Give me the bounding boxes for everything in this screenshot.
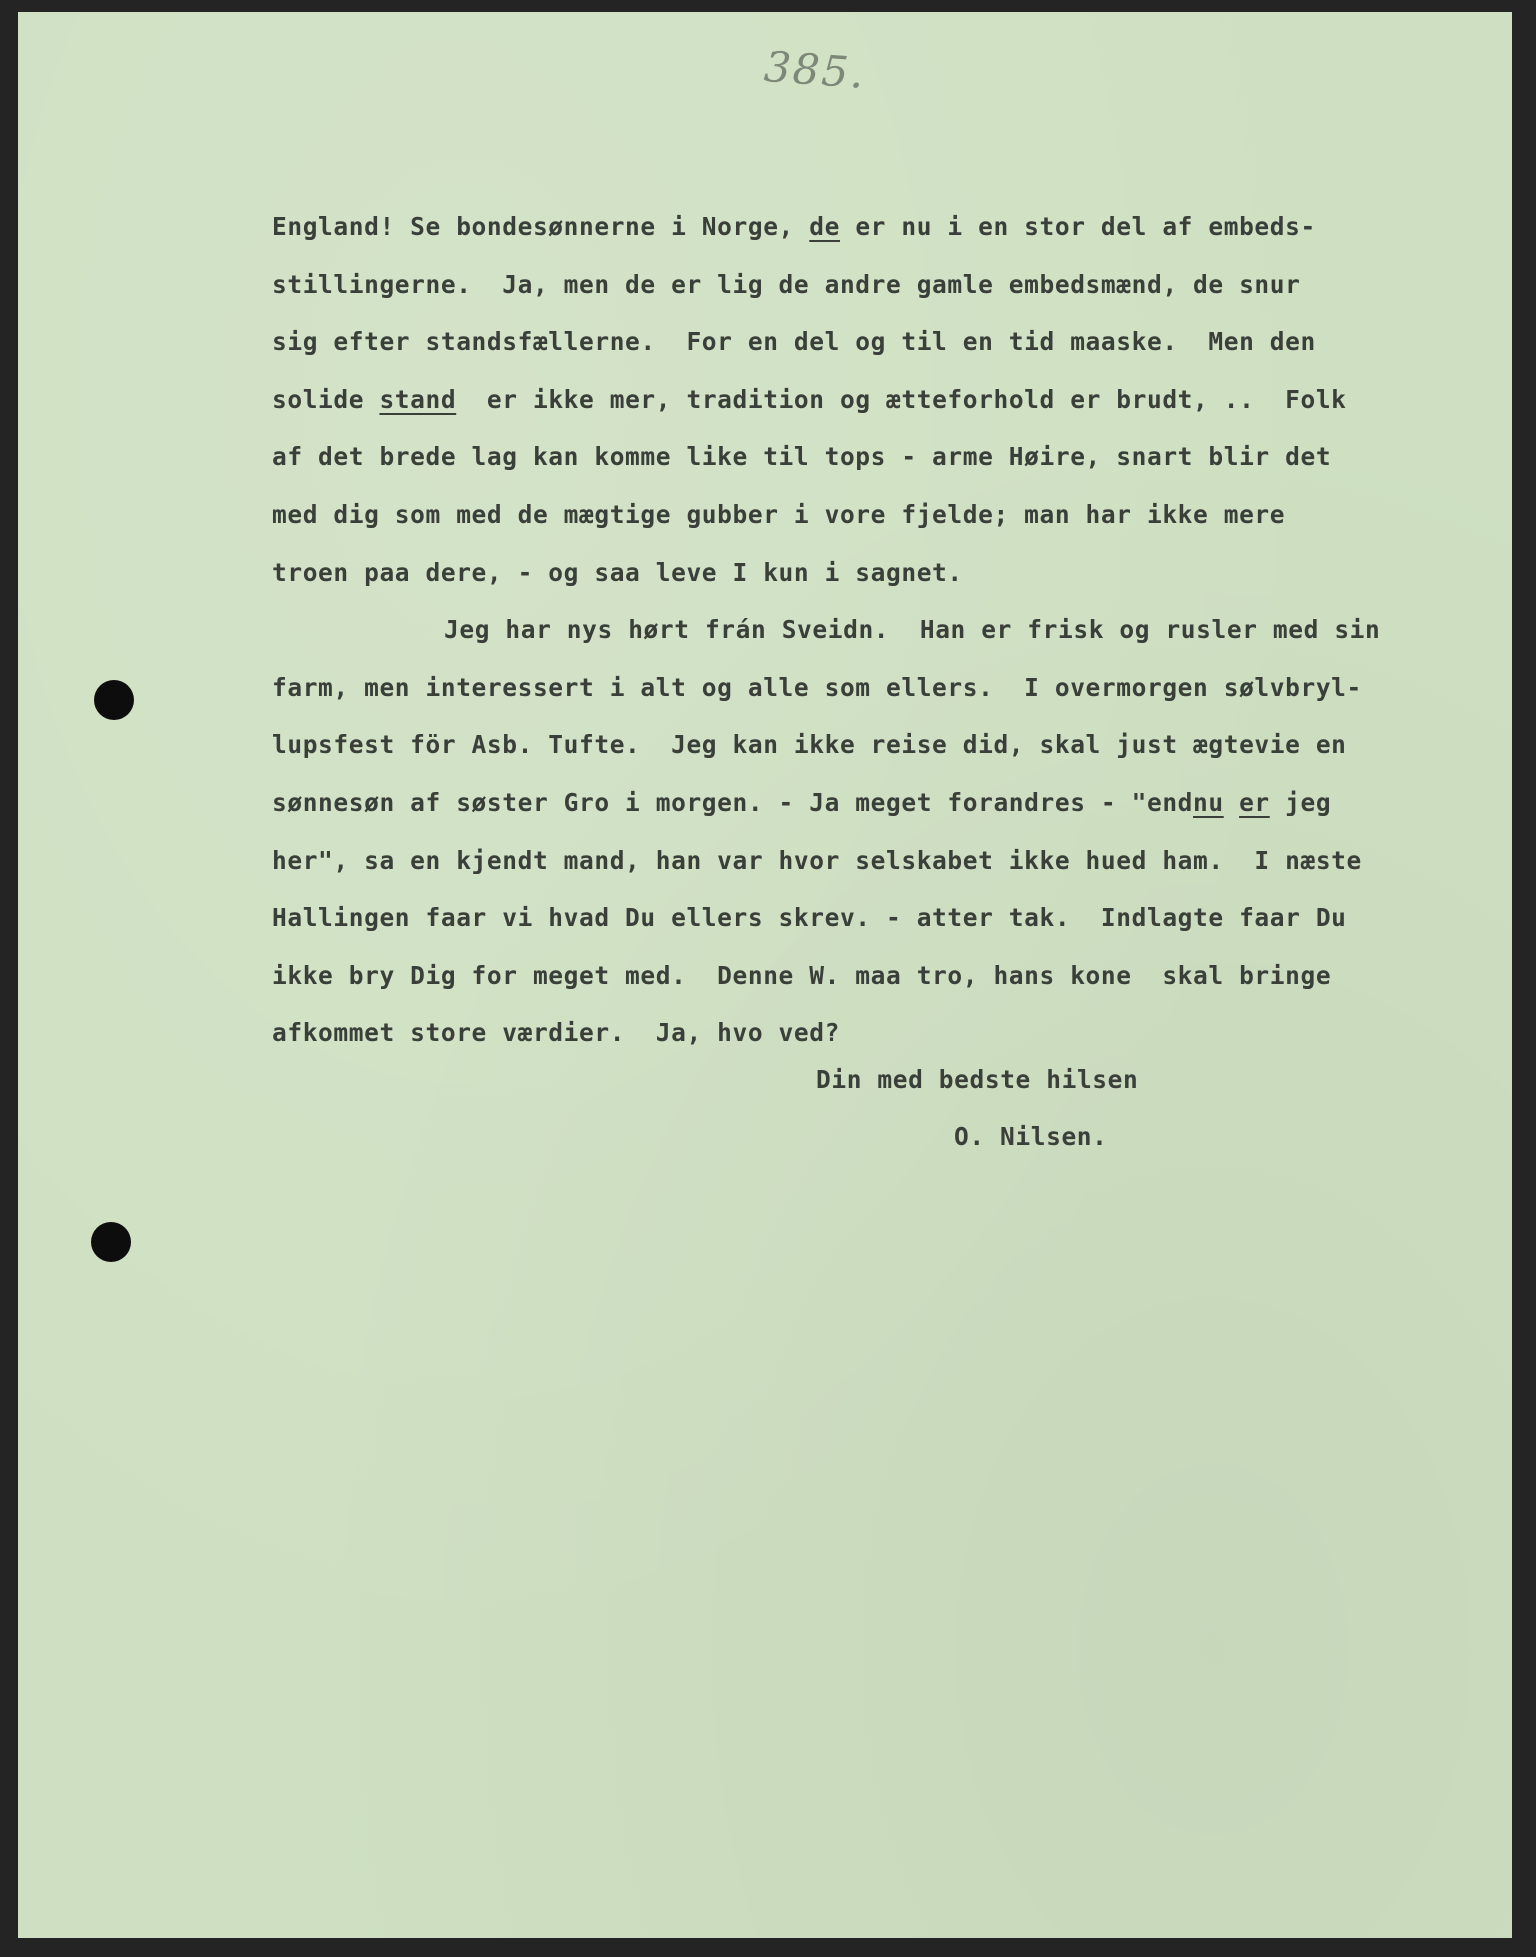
text-segment: sig efter standsfællerne. For en del og til en tid maaske. Men den (272, 327, 1316, 357)
text-line (272, 947, 1512, 1005)
text-segment: stillingerne. Ja, men de er lig de andre gamle embedsmænd, de snur (272, 269, 1301, 299)
text-segment: ikke bry Dig for meget med. Denne W. maa tro, hans kone skal bringe (272, 960, 1332, 990)
text-line (272, 313, 1512, 371)
text-segment: afkommet store værdier. Ja, hvo ved? (272, 1018, 840, 1048)
text-line (272, 774, 1512, 832)
text-segment: farm, men interessert i alt og alle som ellers. I overmorgen sølvbryl- (272, 672, 1362, 702)
page-number: 385. (762, 42, 868, 98)
text-line (272, 716, 1512, 774)
text-segment: lupsfest för Asb. Tufte. Jeg kan ikke reise did, skal just ægtevie en (272, 730, 1347, 760)
text-segment: med dig som med de mægtige gubber i vore fjelde; man har ikke mere (272, 499, 1286, 529)
text-segment (1224, 788, 1239, 817)
text-line (272, 832, 1512, 890)
text-line (272, 486, 1512, 544)
text-segment: Jeg har nys hørt frán Sveidn. Han er frisk og rusler med sin (444, 615, 1381, 645)
letter-page (18, 12, 1512, 1938)
letter-body (272, 198, 1512, 1062)
underlined-word: er (1239, 787, 1270, 817)
text-line (272, 371, 1512, 429)
text-line (272, 1004, 1512, 1062)
underlined-word: nu (1193, 787, 1224, 817)
text-line (272, 889, 1512, 947)
text-segment: solide (272, 384, 380, 414)
text-line (272, 544, 1512, 602)
text-segment: er nu i en stor del af embeds- (839, 212, 1316, 241)
closing-salutation: Din med bedste hilsen (816, 1065, 1139, 1094)
text-segment: sønnesøn af søster Gro i morgen. - Ja meget forandres - "end (272, 787, 1194, 817)
text-line (272, 256, 1512, 314)
text-segment: Hallingen faar vi hvad Du ellers skrev. - atter tak. Indlagte faar Du (272, 903, 1347, 933)
underlined-word: stand (379, 384, 457, 414)
text-line (272, 601, 1512, 659)
punch-hole-bottom (91, 1222, 131, 1262)
text-segment: af det brede lag kan komme like til tops - arme Høire, snart blir det (272, 442, 1332, 472)
text-line (272, 198, 1512, 256)
text-segment: troen paa dere, - og saa leve I kun i sagnet. (272, 557, 963, 587)
text-line (272, 428, 1512, 486)
punch-hole-top (94, 680, 134, 720)
text-line (272, 659, 1512, 717)
text-segment: England! Se bondesønnerne i Norge, (272, 212, 810, 241)
text-segment: er ikke mer, tradition og ætteforhold er brudt, .. Folk (456, 384, 1347, 414)
signature: O. Nilsen. (954, 1122, 1108, 1151)
underlined-word: de (809, 212, 840, 241)
text-segment: jeg (1269, 787, 1332, 817)
text-segment: her", sa en kjendt mand, han var hvor selskabet ikke hued ham. I næste (272, 845, 1362, 875)
